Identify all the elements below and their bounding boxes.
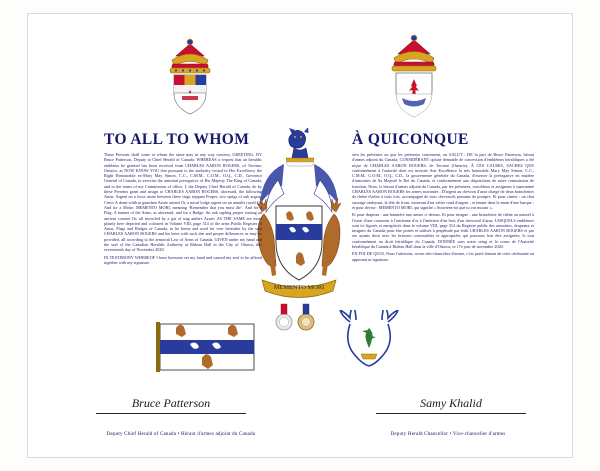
signature-right-name: Samy Khalid — [420, 396, 482, 410]
caption-separator-left: • — [177, 432, 181, 437]
signature-block-right — [376, 396, 526, 414]
signature-left-rule — [96, 413, 246, 414]
signature-left-caption — [66, 432, 296, 437]
signature-right-caption-fr: Vice-chancelier d'armes — [452, 432, 506, 437]
body-fr-paragraph-2: Et pour drapeau : une bannière aux armes ci-dessus. Et pour insigne : une branchette de chêne au naturel à l'issue d'une couronne à l'ancienne d'or à l'intérieur d'un bois d'un chevreuil d'azur; LESQUELS emblèmes sont ici figurés et enregistrés dans le volume VIII, page 314 du Registre public des armoiries, drapeaux et insignes du Canada pour être portés et utilisés à perpétuité par ledit CHARLES AARON ROGERS et par ses ayants droit avec les brisures convenables et appropriées qui pourront leur être assignées, le tout conformément au droit héraldique du Canada. DONNÉE sous notre seing et le sceau de l'Autorité héraldique du Canada à Rideau Hall dans la ville d'Ottawa, ce 17e jour de novembre 2020. — [352, 212, 534, 250]
signature-left-caption-en: Deputy Chief Herald of Canada — [106, 432, 177, 437]
heading-french: À QUICONQUE — [352, 131, 469, 148]
heading-english: TO ALL TO WHOM — [104, 131, 250, 148]
signature-right-caption — [330, 432, 566, 437]
royal-crown-crest-icon — [148, 34, 232, 120]
crest-wildcat-icon — [286, 128, 314, 166]
body-en-paragraph-2: IN TESTIMONY WHEREOF I have hereunto set my hand and caused my seal to be affixed together with my signature. — [104, 254, 262, 265]
body-text-english — [104, 152, 262, 267]
signature-left-caption-fr: Héraut d'armes adjoint du Canada — [181, 432, 256, 437]
body-text-french — [352, 152, 534, 264]
signature-right-caption-en: Deputy Herald Chancellor — [390, 432, 449, 437]
body-fr-paragraph-1: sera les présentes ou que les présentes concernent, ou SALUT : DE la part de Bruce Patterson, héraut d'armes adjoint du Canada; CONSIDÉRANT qu'une demande de concession d'emblèmes héraldiques a été reçue de CHARLES AARON ROGERS, de Toronto (Ontario), À CES CAUSES, SACHEZ QUE conformément à l'autorité dont est investie Son Excellence la très honorable Mary May Simon, C.C., C.M.M., C.O.M., O.Q., C.D., la gouverneure générale du Canada, d'exercer la prérogative en matière d'armoiries de Sa Majesté le Roi du Canada, et conformément aux dispositions de notre commission de fonction, Nous, le héraut d'armes adjoint du Canada, par les présentes, concédons et assignons à susnommé CHARLES AARON ROGERS les armes suivantes : D'argent au chevron d'azur chargé de deux branchettes de chêne d'arbre à trois fois, accompagné de trois chevreuils passants de pourpre. Et pour cimier : un chat sauvage ondoyant, la tête de front, mouvant d'un valise rond d'argent ; et tenant dans la main d'une barque ; et pour devise : MEMENTO MORI, qui signifie « Souviens-toi que tu vas mourir ». — [352, 152, 534, 210]
motto-text: MEMENTO MORI — [273, 284, 325, 291]
motto-scroll — [262, 280, 336, 298]
coat-of-arms-achievement — [248, 128, 350, 318]
signature-left-name: Bruce Patterson — [131, 396, 211, 410]
banner-of-arms-flag — [150, 318, 262, 376]
badge-oak-and-antlers-icon — [330, 310, 408, 370]
body-en-paragraph-1: These Presents shall come or whom the same may in any way concern, GREETING: BY Bruce Patterson, Deputy to Chief Herald of Canada: WHEREAS a request that an heraldic emblems be granted has been received from CHARLES AARON ROGERS, of Toronto, Ontario, as NOW KNOW YOU that pursuant to the authority vested in Her Excellency the Right Honourable ex-Mary May Simon, C.C., C.M.M., C.O.M., O.Q., C.D., Governor General of Canada, to exercise the armorial prerogative of His Majesty The King of Canada, and to the terms of my Commission of office, I, the Deputy Chief Herald of Canada, do by these Presents grant and assign to CHARLES AARON ROGERS, aforesaid, the following Arms: Argent on a fesse azure between three stags trippant Proper, two sprigs of oak argent. Crest: A demi-wildcat guardant Azure armed Or, a naval lodge argent on an annulet rayed Or. And for a Motto: MEMENTO MORI, meaning ‘Remember that you must die’. And for a Flag: A banner of the Arms, as aforesaid, and for a Badge: An oak sapling proper issuing an ancient coronet Or, all encircled by a gat of stag antlers Azure; AS THE SAME are more plainly here depicted and coloured in Volume VIII, page 314 of the arms Public Register of Arms, Flags and Badges of Canada, to be borne and used for ever hereafter by the said CHARLES AARON ROGERS and his heirs with such due and proper differences as may be provided, all according to the armorial Law of Arms of Canada, GIVEN under my hand and the seal of the Canadian Heraldic Authority at Rideau Hall in the City of Ottawa, this seventeenth day of November 2020. — [104, 152, 262, 253]
signature-right-rule — [376, 413, 526, 414]
body-fr-paragraph-3: EN FOI DE QUOI, Nous l'attestons, avons très-chancelier d'armes, c'est porté témoin de cette cérémonie en apposant sa signature. — [352, 251, 534, 262]
caption-separator-right: • — [449, 432, 453, 437]
signature-block-left — [96, 396, 246, 414]
canadian-heraldic-authority-crest-icon — [368, 30, 460, 122]
